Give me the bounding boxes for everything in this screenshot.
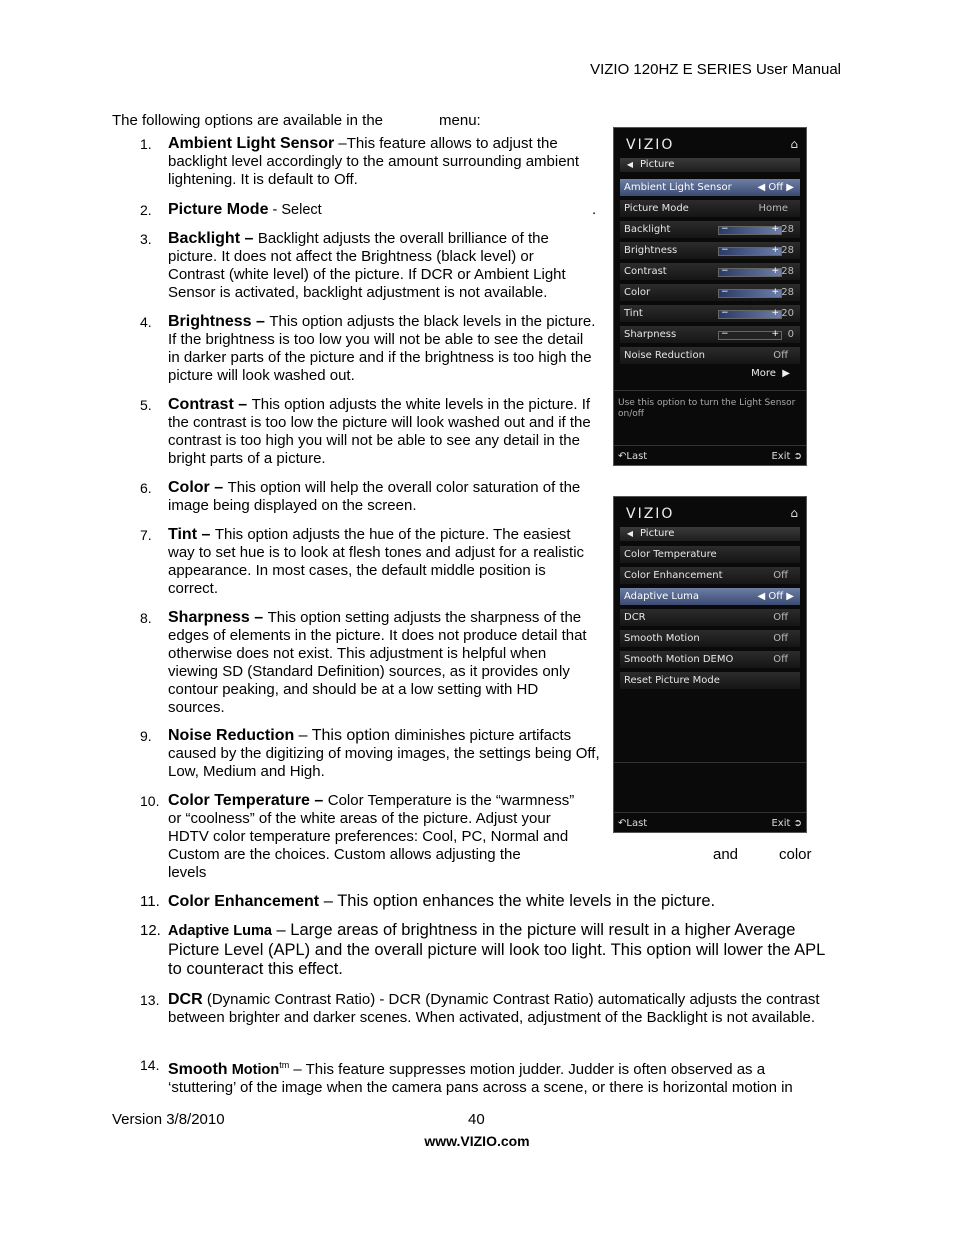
exit-button[interactable]: Exit ➲	[771, 818, 802, 829]
home-icon: ⌂	[790, 137, 798, 151]
left-arrow-icon: ◀	[757, 182, 766, 193]
last-button[interactable]: ↶Last	[618, 818, 648, 829]
menu-row-tint[interactable]: Tint − + 20	[620, 305, 800, 322]
menu-row-smooth-motion-demo[interactable]: Smooth Motion DEMO Off	[620, 651, 800, 668]
menu-row-sharpness[interactable]: Sharpness − + 0	[620, 326, 800, 343]
back-icon: ↶	[618, 451, 627, 462]
menu-row-color-enhancement[interactable]: Color Enhancement Off	[620, 567, 800, 584]
help-text: Use this option to turn the Light Sensor on/off	[618, 398, 796, 419]
right-arrow-icon: ▶	[782, 368, 790, 379]
exit-icon: ➲	[793, 818, 802, 829]
tint-slider[interactable]: − +	[718, 310, 782, 319]
menu-row-smooth-motion[interactable]: Smooth Motion Off	[620, 630, 800, 647]
footer-url[interactable]: www.VIZIO.com	[424, 1133, 530, 1149]
right-arrow-icon: ▶	[786, 182, 794, 193]
back-icon: ↶	[618, 818, 627, 829]
sharpness-slider[interactable]: − +	[718, 331, 782, 340]
menu-row-picture-mode[interactable]: Picture Mode Home	[620, 200, 800, 217]
picture-menu-screenshot-1	[613, 127, 807, 466]
back-arrow-icon: ◀	[626, 160, 634, 169]
menu-row-color-temperature[interactable]: Color Temperature	[620, 546, 800, 563]
menu-row-reset-picture-mode[interactable]: Reset Picture Mode	[620, 672, 800, 689]
menu-row-dcr[interactable]: DCR Off	[620, 609, 800, 626]
menu-row-color[interactable]: Color − + 28	[620, 284, 800, 301]
contrast-slider[interactable]: − +	[718, 268, 782, 277]
last-button[interactable]: ↶Last	[618, 451, 648, 462]
brightness-slider[interactable]: − +	[718, 247, 782, 256]
breadcrumb: ◀ Picture	[620, 527, 800, 541]
vizio-logo: VIZIO	[626, 506, 675, 522]
menu-row-backlight[interactable]: Backlight − + 28	[620, 221, 800, 238]
more-button[interactable]: More ▶	[751, 368, 790, 379]
menu-row-contrast[interactable]: Contrast − + 28	[620, 263, 800, 280]
exit-icon: ➲	[793, 451, 802, 462]
home-icon: ⌂	[790, 506, 798, 520]
backlight-slider[interactable]: − +	[718, 226, 782, 235]
footer-version: Version 3/8/2010	[112, 1111, 225, 1128]
back-arrow-icon: ◀	[626, 529, 634, 538]
intro-text: The following options are available in the menu:	[112, 112, 481, 129]
vizio-logo: VIZIO	[626, 137, 675, 153]
right-arrow-icon: ▶	[786, 591, 794, 602]
exit-button[interactable]: Exit ➲	[771, 451, 802, 462]
left-arrow-icon: ◀	[757, 591, 766, 602]
picture-menu-screenshot-2	[613, 496, 807, 833]
menu-row-adaptive-luma[interactable]: Adaptive Luma ◀ Off ▶	[620, 588, 800, 605]
menu-row-noise-reduction[interactable]: Noise Reduction Off	[620, 347, 800, 364]
menu-row-ambient-light-sensor[interactable]: Ambient Light Sensor ◀ Off ▶	[620, 179, 800, 196]
color-slider[interactable]: − +	[718, 289, 782, 298]
page-header: VIZIO 120HZ E SERIES User Manual	[590, 61, 841, 78]
breadcrumb: ◀ Picture	[620, 158, 800, 172]
page-number: 40	[468, 1111, 485, 1128]
menu-row-brightness[interactable]: Brightness − + 28	[620, 242, 800, 259]
